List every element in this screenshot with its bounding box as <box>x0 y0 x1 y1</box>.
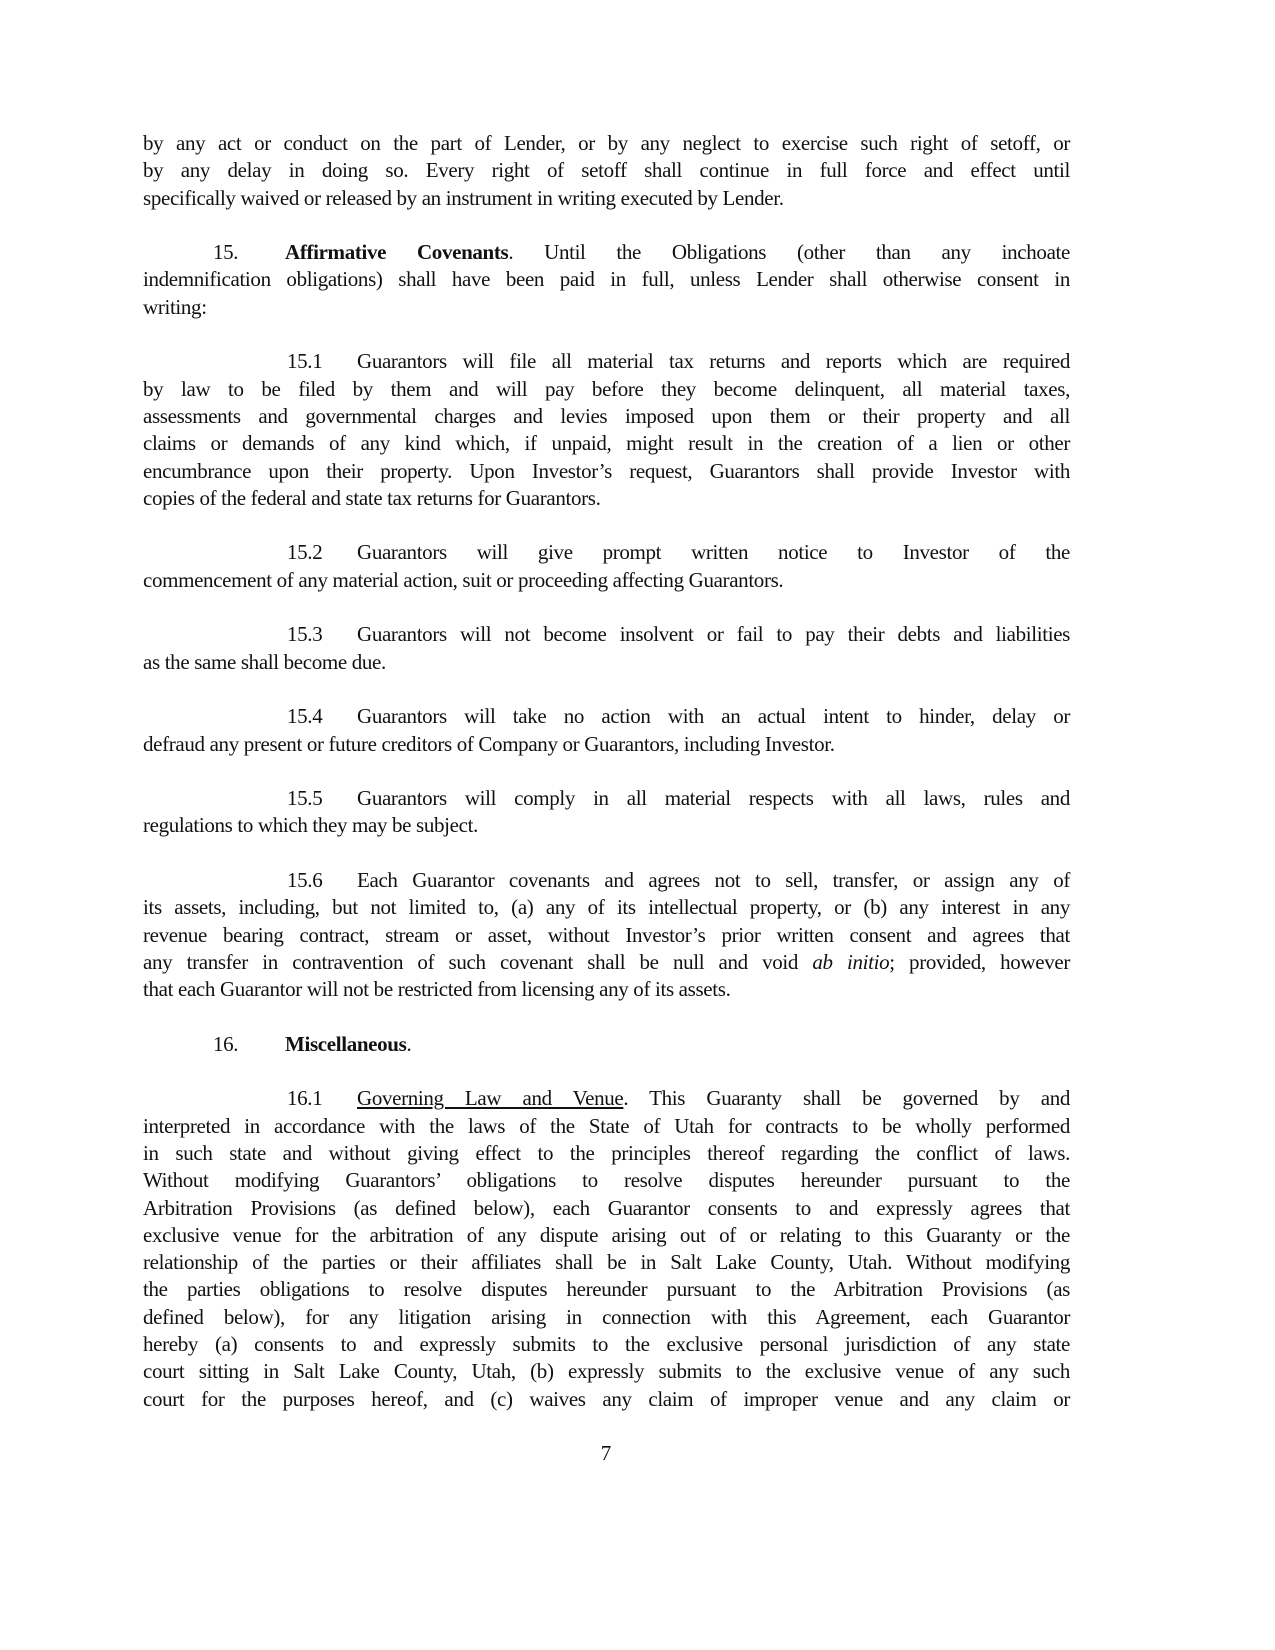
line-text: relationship of the parties or their affiliates shall be in Salt Lake County, Utah. Without modifying <box>143 1250 1070 1275</box>
text-line <box>143 1249 1070 1276</box>
text-line <box>143 1222 1070 1249</box>
line-text: any transfer in contravention of such covenant shall be null and void <box>143 949 813 974</box>
text-line <box>143 1140 1070 1167</box>
line-text: writing: <box>143 294 207 319</box>
subsection-title: Governing Law and Venue <box>357 1086 624 1111</box>
text-line <box>143 976 1070 1003</box>
text-line <box>143 1276 1070 1303</box>
line-text: court for the purposes hereof, and (c) waives any claim of improper venue and any claim or <box>143 1386 1070 1411</box>
line-text: revenue bearing contract, stream or asset, without Investor’s prior written consent and agrees that <box>143 922 1070 947</box>
text-line <box>143 649 1070 676</box>
line-text: claims or demands of any kind which, if unpaid, might result in the creation of a lien or other <box>143 431 1070 456</box>
text-line <box>143 1331 1070 1358</box>
line-text: Guarantors will take no action with an actual intent to hinder, delay or <box>357 704 1070 729</box>
section-number: 15.6 <box>287 868 323 893</box>
line-text: Guarantors will comply in all material respects with all laws, rules and <box>357 786 1070 811</box>
section-number: 15. <box>213 240 239 265</box>
text-line <box>143 894 1070 921</box>
line-text: . This Guaranty shall be governed by and <box>623 1086 1071 1111</box>
section-16 <box>143 1031 1070 1058</box>
line-text: by any delay in doing so. Every right of setoff shall continue in full force and effect until <box>143 158 1070 183</box>
line-text: Guarantors will not become insolvent or fail to pay their debts and liabilities <box>357 622 1070 647</box>
section-15-4 <box>143 703 1070 758</box>
section-heading: Miscellaneous <box>285 1031 407 1056</box>
text-line <box>143 1195 1070 1222</box>
text-line <box>143 185 1070 212</box>
section-number: 16.1 <box>287 1086 323 1111</box>
page-number: 7 <box>600 1441 612 1465</box>
text-line <box>143 539 1070 566</box>
line-text: encumbrance upon their property. Upon Investor’s request, Guarantors shall provide Investor with <box>143 458 1070 483</box>
line-text: Arbitration Provisions (as defined below), each Guarantor consents to and expressly agrees that <box>143 1195 1070 1220</box>
text-line <box>143 348 1070 375</box>
section-number: 15.1 <box>287 349 323 374</box>
text-line <box>143 430 1070 457</box>
line-text: that each Guarantor will not be restricted from licensing any of its assets. <box>143 977 731 1002</box>
italic-text: ab initio <box>812 949 890 974</box>
line-text: court sitting in Salt Lake County, Utah, (b) expressly submits to the exclusive venue of any such <box>143 1359 1070 1384</box>
line-text: its assets, including, but not limited to, (a) any of its intellectual property, or (b) any interest in any <box>143 895 1070 920</box>
text-line <box>143 403 1070 430</box>
text-line <box>143 785 1070 812</box>
line-text: defraud any present or future creditors of Company or Guarantors, including Investor. <box>143 731 835 756</box>
text-line <box>143 1358 1070 1385</box>
line-text: exclusive venue for the arbitration of any dispute arising out of or relating to this Guaranty or the <box>143 1222 1070 1247</box>
text-line <box>143 867 1070 894</box>
section-15-5 <box>143 785 1070 840</box>
text-line <box>143 458 1070 485</box>
line-text: . Until the Obligations (other than any inchoate <box>508 240 1070 265</box>
text-line <box>143 1167 1070 1194</box>
text-line <box>143 130 1070 157</box>
section-number: 15.2 <box>287 540 323 565</box>
section-15-1 <box>143 348 1070 512</box>
section-16-1 <box>143 1085 1070 1413</box>
line-text: Guarantors will give prompt written notice to Investor of the <box>357 540 1070 565</box>
document-body <box>143 130 1070 1440</box>
line-text: Guarantors will file all material tax returns and reports which are required <box>357 349 1070 374</box>
text-line <box>143 239 1070 266</box>
text-line <box>143 266 1070 293</box>
line-text: commencement of any material action, suit or proceeding affecting Guarantors. <box>143 567 784 592</box>
text-line <box>143 157 1070 184</box>
section-15-3 <box>143 621 1070 676</box>
text-line <box>143 567 1070 594</box>
text-line <box>143 376 1070 403</box>
text-line <box>143 485 1070 512</box>
line-text: specifically waived or released by an instrument in writing executed by Lender. <box>143 185 784 210</box>
line-text: the parties obligations to resolve disputes hereunder pursuant to the Arbitration Provisions (as <box>143 1277 1070 1302</box>
line-text: Without modifying Guarantors’ obligations to resolve disputes hereunder pursuant to the <box>143 1168 1070 1193</box>
section-number: 15.3 <box>287 622 323 647</box>
line-text: interpreted in accordance with the laws of the State of Utah for contracts to be wholly performed <box>143 1113 1070 1138</box>
line-text: defined below), for any litigation arising in connection with this Agreement, each Guarantor <box>143 1304 1070 1329</box>
line-text: ; provided, however <box>889 949 1070 974</box>
section-15 <box>143 239 1070 321</box>
text-line <box>143 1386 1070 1413</box>
text-line <box>143 1085 1070 1112</box>
text-line <box>143 1113 1070 1140</box>
line-text: in such state and without giving effect to the principles thereof regarding the conflict of laws. <box>143 1140 1070 1165</box>
section-number: 16. <box>213 1031 239 1056</box>
line-text: by law to be filed by them and will pay before they become delinquent, all material taxes, <box>143 376 1070 401</box>
text-line <box>143 1031 1070 1058</box>
line-text: regulations to which they may be subject. <box>143 813 478 838</box>
section-number: 15.4 <box>287 704 323 729</box>
text-line <box>143 731 1070 758</box>
text-line <box>143 703 1070 730</box>
line-text: by any act or conduct on the part of Lender, or by any neglect to exercise such right of setoff, or <box>143 131 1070 155</box>
text-line <box>143 922 1070 949</box>
line-text: assessments and governmental charges and levies imposed upon them or their property and all <box>143 403 1070 428</box>
text-line <box>143 949 1070 976</box>
paragraph <box>143 130 1070 212</box>
line-text: indemnification obligations) shall have been paid in full, unless Lender shall otherwise consent in <box>143 267 1070 292</box>
line-text: hereby (a) consents to and expressly submits to the exclusive personal jurisdiction of any state <box>143 1332 1070 1357</box>
text-line <box>143 294 1070 321</box>
line-text: as the same shall become due. <box>143 649 386 674</box>
section-15-6 <box>143 867 1070 1003</box>
text-line <box>143 621 1070 648</box>
section-number: 15.5 <box>287 786 323 811</box>
text-line <box>143 812 1070 839</box>
section-15-2 <box>143 539 1070 594</box>
section-heading: Affirmative Covenants <box>285 240 509 265</box>
text-line <box>143 1304 1070 1331</box>
line-text: . <box>406 1031 412 1056</box>
line-text: copies of the federal and state tax returns for Guarantors. <box>143 485 601 510</box>
line-text: Each Guarantor covenants and agrees not to sell, transfer, or assign any of <box>357 868 1070 893</box>
